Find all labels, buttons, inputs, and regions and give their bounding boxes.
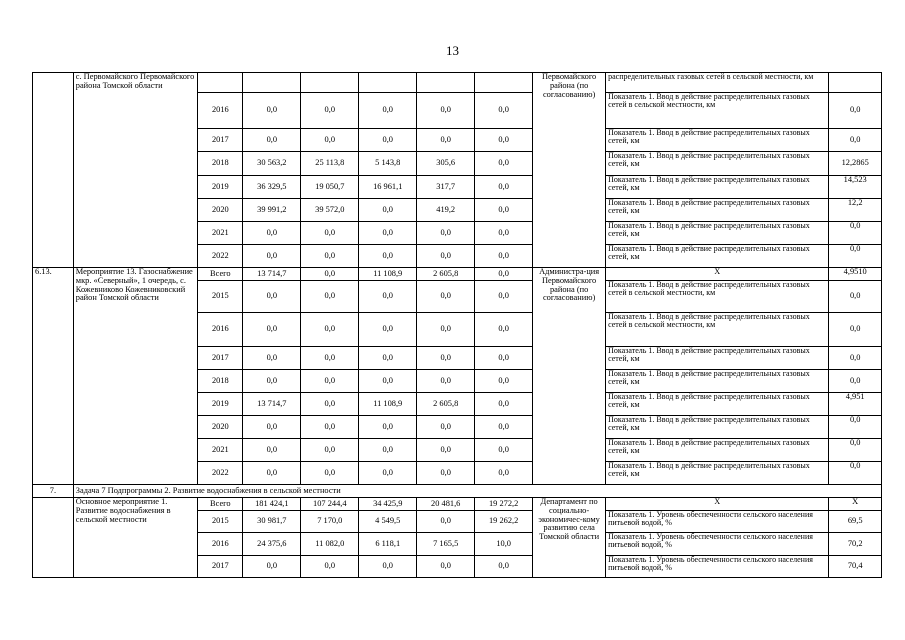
value-cell: 0,0 <box>475 281 533 313</box>
value-cell: 0,0 <box>475 222 533 245</box>
indicator: Показатель 1. Ввод в действие распределительных газовых сетей, км <box>606 129 829 152</box>
value-cell: 0,0 <box>301 439 359 462</box>
value-cell: 0,0 <box>475 93 533 129</box>
value-cell: 0,0 <box>243 93 301 129</box>
indicator: Показатель 1. Уровень обеспеченности сельского населения питьевой водой, % <box>606 556 829 578</box>
value-cell: 0,0 <box>301 93 359 129</box>
value-cell: 0,0 <box>359 93 417 129</box>
value-cell: 0,0 <box>417 129 475 152</box>
value-cell: 24 375,6 <box>243 533 301 556</box>
value-cell: 305,6 <box>417 152 475 176</box>
value-cell: 0,0 <box>243 129 301 152</box>
indicator-value: 0,0 <box>829 347 882 370</box>
indicator: Показатель 1. Ввод в действие распределительных газовых сетей, км <box>606 222 829 245</box>
value-cell: 2 605,8 <box>417 268 475 281</box>
value-cell: 5 143,8 <box>359 152 417 176</box>
value-cell: 0,0 <box>417 222 475 245</box>
indicator-value: 0,0 <box>829 439 882 462</box>
value-cell: 16 961,1 <box>359 176 417 199</box>
year-cell: 2020 <box>198 199 243 222</box>
value-cell: 0,0 <box>475 152 533 176</box>
value-cell: 0,0 <box>417 313 475 347</box>
value-cell: 2 605,8 <box>417 393 475 416</box>
value-cell: 0,0 <box>359 347 417 370</box>
value-cell: 0,0 <box>301 393 359 416</box>
indicator-value: 12,2865 <box>829 152 882 176</box>
task-row <box>33 485 882 498</box>
year-cell: 2018 <box>198 370 243 393</box>
value-cell: 0,0 <box>243 439 301 462</box>
value-cell: 39 991,2 <box>243 199 301 222</box>
value-cell: 0,0 <box>243 347 301 370</box>
value-cell: 107 244,4 <box>301 498 359 511</box>
value-cell: 0,0 <box>359 281 417 313</box>
year-cell: 2017 <box>198 556 243 578</box>
year-cell: 2018 <box>198 152 243 176</box>
year-cell: 2017 <box>198 129 243 152</box>
year-cell: 2022 <box>198 462 243 485</box>
total-label: Всего <box>198 268 243 281</box>
value-cell: 39 572,0 <box>301 199 359 222</box>
value-cell: 0,0 <box>417 370 475 393</box>
value-cell: 11 108,9 <box>359 393 417 416</box>
indicator-value: 0,0 <box>829 222 882 245</box>
value-cell: 0,0 <box>243 281 301 313</box>
value-cell: 34 425,9 <box>359 498 417 511</box>
indicator-value: 4,951 <box>829 393 882 416</box>
value-cell: 0,0 <box>243 222 301 245</box>
indicator: Х <box>606 268 829 281</box>
value-cell: 20 481,6 <box>417 498 475 511</box>
value-cell: 419,2 <box>417 199 475 222</box>
indicator: Показатель 1. Ввод в действие распределительных газовых сетей, км <box>606 347 829 370</box>
value-cell: 0,0 <box>301 268 359 281</box>
value-cell: 0,0 <box>301 556 359 578</box>
executor: Департамент по социально-экономичес-кому развитию села Томской области <box>533 498 606 578</box>
value-cell: 30 981,7 <box>243 511 301 533</box>
value-cell: 6 118,1 <box>359 533 417 556</box>
value-cell: 0,0 <box>417 93 475 129</box>
value-cell: 0,0 <box>243 556 301 578</box>
value-cell: 0,0 <box>475 268 533 281</box>
indicator: Показатель 1. Ввод в действие распределительных газовых сетей, км <box>606 199 829 222</box>
value-cell: 0,0 <box>417 511 475 533</box>
year-cell: 2015 <box>198 511 243 533</box>
indicator-value: 0,0 <box>829 93 882 129</box>
page-number: 13 <box>446 43 459 58</box>
value-cell: 19 050,7 <box>301 176 359 199</box>
value-cell: 10,0 <box>475 533 533 556</box>
value-cell: 0,0 <box>475 129 533 152</box>
task-number: 7. <box>33 485 74 498</box>
indicator: Показатель 1. Ввод в действие распределительных газовых сетей, км <box>606 416 829 439</box>
value-cell: 0,0 <box>301 370 359 393</box>
indicator: Показатель 1. Ввод в действие распределительных газовых сетей в сельской местности, км <box>606 93 829 129</box>
value-cell: 25 113,8 <box>301 152 359 176</box>
indicator: Показатель 1. Ввод в действие распределительных газовых сетей, км <box>606 245 829 268</box>
table-row <box>33 73 882 93</box>
indicator: Показатель 1. Уровень обеспеченности сельского населения питьевой водой, % <box>606 511 829 533</box>
indicator-value: 0,0 <box>829 281 882 313</box>
executor: Первомайского района (по согласованию) <box>533 73 606 268</box>
value-cell: 317,7 <box>417 176 475 199</box>
total-label: Всего <box>198 498 243 511</box>
value-cell: 0,0 <box>475 439 533 462</box>
activity-name: Мероприятие 13. Газоснабжение мкр. «Северный», 1 очередь, с. Кожевниково Кожевниковский район Томской области <box>73 268 198 485</box>
indicator: Показатель 1. Ввод в действие распределительных газовых сетей, км <box>606 176 829 199</box>
value-cell: 13 714,7 <box>243 393 301 416</box>
value-cell: 0,0 <box>475 370 533 393</box>
value-cell: 4 549,5 <box>359 511 417 533</box>
executor: Администра-ция Первомайского района (по согласованию) <box>533 268 606 485</box>
table-row <box>33 268 882 281</box>
value-cell: 0,0 <box>475 245 533 268</box>
indicator: Показатель 1. Ввод в действие распределительных газовых сетей, км <box>606 439 829 462</box>
indicator-value: 0,0 <box>829 245 882 268</box>
value-cell: 11 082,0 <box>301 533 359 556</box>
value-cell: 0,0 <box>417 347 475 370</box>
value-cell: 181 424,1 <box>243 498 301 511</box>
value-cell: 0,0 <box>417 245 475 268</box>
indicator-value: 0,0 <box>829 462 882 485</box>
task-title: Задача 7 Подпрограммы 2. Развитие водоснабжения в сельской местности <box>73 485 881 498</box>
value-cell: 0,0 <box>301 222 359 245</box>
value-cell: 13 714,7 <box>243 268 301 281</box>
year-cell: 2016 <box>198 313 243 347</box>
value-cell: 30 563,2 <box>243 152 301 176</box>
value-cell: 0,0 <box>243 462 301 485</box>
value-cell: 0,0 <box>359 313 417 347</box>
value-cell: 0,0 <box>475 556 533 578</box>
value-cell: 0,0 <box>417 462 475 485</box>
value-cell: 0,0 <box>301 347 359 370</box>
value-cell: 0,0 <box>301 416 359 439</box>
value-cell: 0,0 <box>243 313 301 347</box>
value-cell: 0,0 <box>359 129 417 152</box>
indicator: Показатель 1. Ввод в действие распределительных газовых сетей, км <box>606 152 829 176</box>
value-cell: 0,0 <box>475 176 533 199</box>
indicator-value: 12,2 <box>829 199 882 222</box>
value-cell: 0,0 <box>301 313 359 347</box>
value-cell: 0,0 <box>359 199 417 222</box>
indicator-value: Х <box>829 498 882 511</box>
year-cell: 2016 <box>198 533 243 556</box>
program-table <box>32 72 882 578</box>
value-cell: 0,0 <box>417 556 475 578</box>
indicator-value: 70,4 <box>829 556 882 578</box>
value-cell: 0,0 <box>359 462 417 485</box>
value-cell: 0,0 <box>243 416 301 439</box>
value-cell: 11 108,9 <box>359 268 417 281</box>
indicator-value: 69,5 <box>829 511 882 533</box>
value-cell: 0,0 <box>359 439 417 462</box>
value-cell: 0,0 <box>359 370 417 393</box>
indicator-value: 0,0 <box>829 370 882 393</box>
year-cell: 2022 <box>198 245 243 268</box>
value-cell: 0,0 <box>301 281 359 313</box>
indicator-value: 14,523 <box>829 176 882 199</box>
indicator: Показатель 1. Ввод в действие распределительных газовых сетей в сельской местности, км <box>606 313 829 347</box>
value-cell: 0,0 <box>417 416 475 439</box>
value-cell: 19 262,2 <box>475 511 533 533</box>
indicator-value: 0,0 <box>829 416 882 439</box>
value-cell: 0,0 <box>243 370 301 393</box>
year-cell: 2021 <box>198 222 243 245</box>
indicator: Показатель 1. Ввод в действие распределительных газовых сетей, км <box>606 393 829 416</box>
indicator: Х <box>606 498 829 511</box>
activity-name: Основное мероприятие 1. Развитие водоснабжения в сельской местности <box>73 498 198 578</box>
value-cell: 7 170,0 <box>301 511 359 533</box>
value-cell: 0,0 <box>301 462 359 485</box>
value-cell: 0,0 <box>475 416 533 439</box>
indicator-value: 70,2 <box>829 533 882 556</box>
value-cell: 0,0 <box>417 439 475 462</box>
indicator-value: 0,0 <box>829 313 882 347</box>
year-cell: 2019 <box>198 393 243 416</box>
year-cell: 2017 <box>198 347 243 370</box>
value-cell: 0,0 <box>475 347 533 370</box>
indicator: Показатель 1. Ввод в действие распределительных газовых сетей, км <box>606 462 829 485</box>
value-cell: 7 165,5 <box>417 533 475 556</box>
value-cell: 0,0 <box>301 129 359 152</box>
indicator-value: 0,0 <box>829 129 882 152</box>
indicator: Показатель 1. Ввод в действие распределительных газовых сетей в сельской местности, км <box>606 281 829 313</box>
activity-number: 6.13. <box>33 268 74 485</box>
value-cell: 19 272,2 <box>475 498 533 511</box>
indicator: распределительных газовых сетей в сельской местности, км <box>606 73 829 93</box>
year-cell: 2019 <box>198 176 243 199</box>
year-cell: 2016 <box>198 93 243 129</box>
value-cell: 0,0 <box>243 245 301 268</box>
value-cell: 0,0 <box>359 556 417 578</box>
activity-name: с. Первомайского Первомайского района Томской области <box>73 73 198 268</box>
value-cell: 0,0 <box>359 416 417 439</box>
value-cell: 0,0 <box>475 313 533 347</box>
indicator-value: 4,9510 <box>829 268 882 281</box>
value-cell: 0,0 <box>359 245 417 268</box>
value-cell: 0,0 <box>417 281 475 313</box>
value-cell: 0,0 <box>359 222 417 245</box>
year-cell: 2020 <box>198 416 243 439</box>
table-row <box>33 498 882 511</box>
value-cell: 0,0 <box>301 245 359 268</box>
value-cell: 0,0 <box>475 462 533 485</box>
value-cell: 0,0 <box>475 199 533 222</box>
value-cell: 36 329,5 <box>243 176 301 199</box>
indicator: Показатель 1. Ввод в действие распределительных газовых сетей, км <box>606 370 829 393</box>
indicator: Показатель 1. Уровень обеспеченности сельского населения питьевой водой, % <box>606 533 829 556</box>
value-cell: 0,0 <box>475 393 533 416</box>
year-cell: 2021 <box>198 439 243 462</box>
year-cell: 2015 <box>198 281 243 313</box>
